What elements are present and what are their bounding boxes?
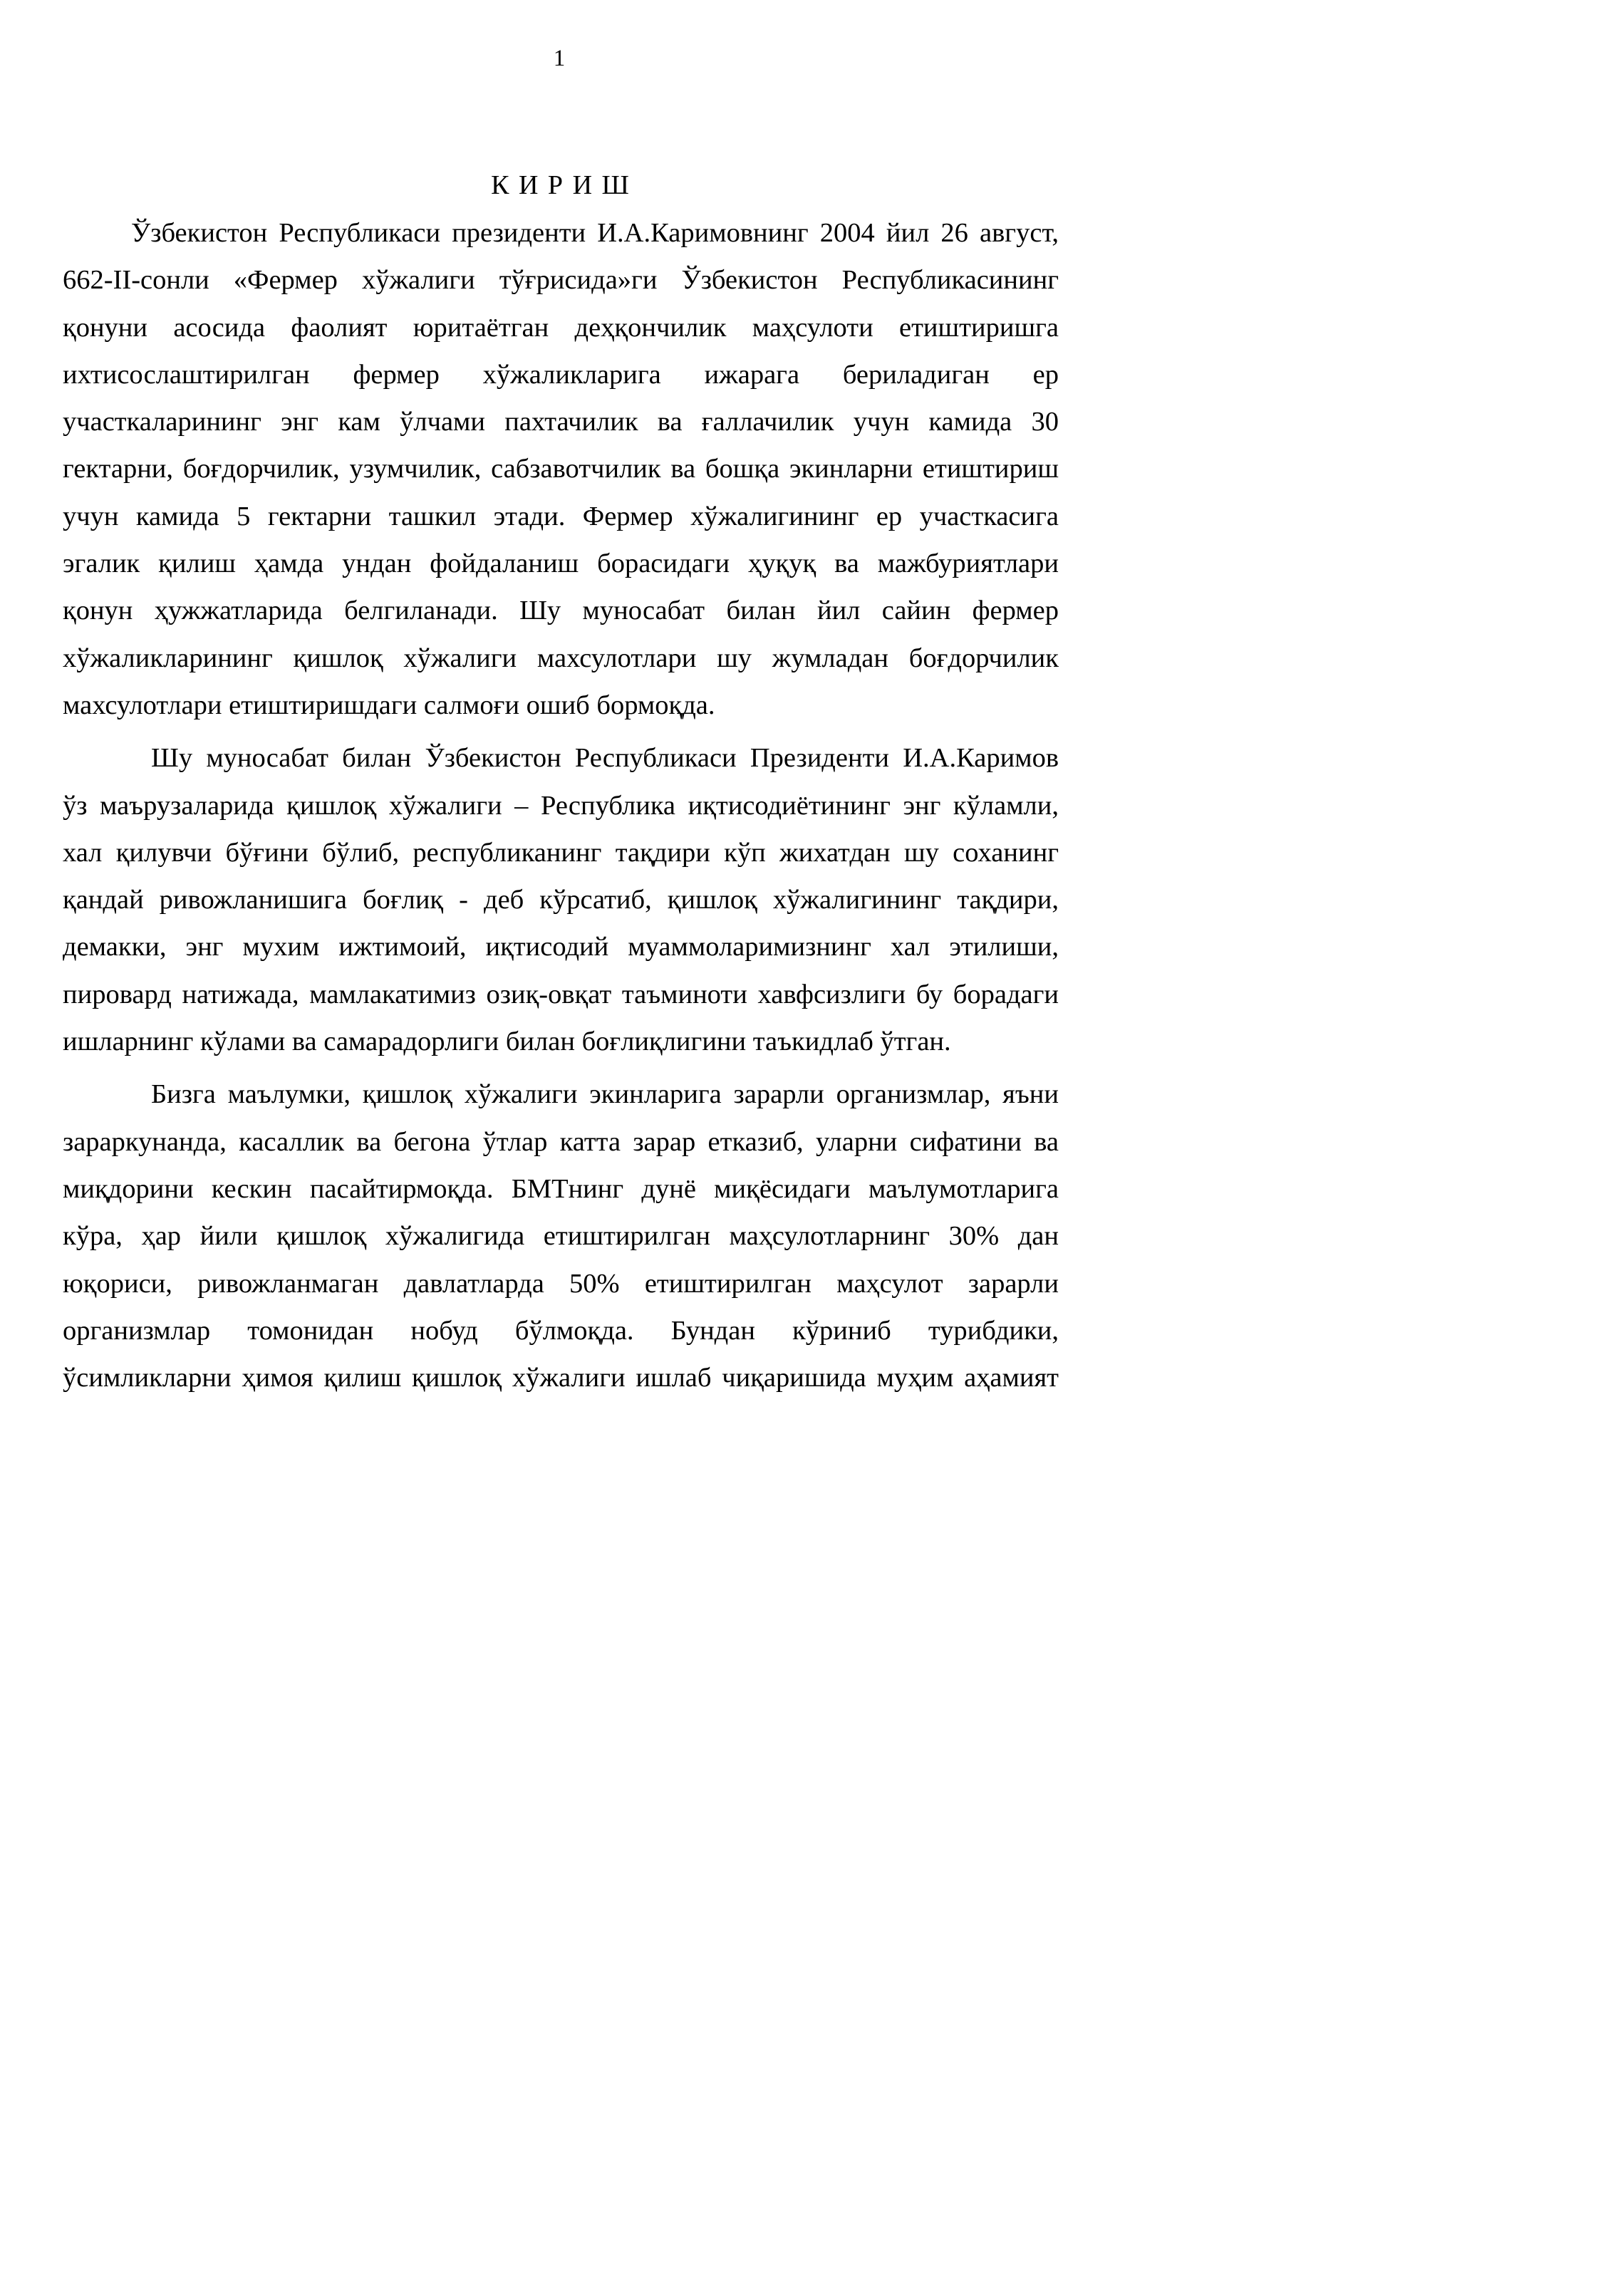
text-line: юқориси, ривожланмаган давлатларда 50% етиштирилган маҳсулот зарарли <box>63 1268 1059 1299</box>
body-text <box>63 209 1059 1401</box>
text-line: махсулотлари етиштиришдаги салмоғи ошиб бормоқда. <box>63 690 715 720</box>
text-line: Бизга маълумки, қишлоқ хўжалиги экинларига зарарли организмлар, яъни <box>151 1079 1059 1110</box>
text-line: гектарни, боғдорчилик, узумчилик, сабзавотчилик ва бошқа экинларни етиштириш <box>63 454 1059 484</box>
text-line: 662-II-сонли «Фермер хўжалиги тўғрисида»ги Ўзбекистон Республикасининг <box>63 265 1059 296</box>
text-line: хал қилувчи бўғини бўлиб, республиканинг тақдири кўп жихатдан шу соханинг <box>63 837 1059 868</box>
text-line: ишларнинг кўлами ва самарадорлиги билан боғлиқлигини таъкидлаб ўтган. <box>63 1027 951 1057</box>
text-line: пировард натижада, мамлакатимиз озиқ-овқат таъминоти хавфсизлиги бу борадаги <box>63 979 1059 1009</box>
text-line: Шу муносабат билан Ўзбекистон Республикаси Президенти И.А.Каримов <box>151 743 1059 774</box>
text-line: ўз маърузаларида қишлоқ хўжалиги – Республика иқтисодиётининг энг кўламли, <box>63 790 1059 821</box>
text-line: эгалик қилиш ҳамда ундан фойдаланиш борасидаги ҳуқуқ ва мажбуриятлари <box>63 549 1059 579</box>
text-line: қонун ҳужжатларида белгиланади. Шу муносабат билан йил сайин фермер <box>63 596 1059 626</box>
text-line: зараркунанда, касаллик ва бегона ўтлар катта зарар етказиб, уларни сифатини ва <box>63 1126 1059 1157</box>
text-line: учун камида 5 гектарни ташкил этади. Фермер хўжалигининг ер участкасига <box>63 501 1059 531</box>
paragraph-2 <box>63 734 1059 1065</box>
text-line: демакки, энг мухим ижтимоий, иқтисодий муаммоларимизнинг хал этилиши, <box>63 932 1059 962</box>
text-line: қандай ривожланишига боғлиқ - деб кўрсатиб, қишлоқ хўжалигининг тақдири, <box>63 885 1059 915</box>
section-title: К И Р И Ш <box>491 170 631 200</box>
text-line: кўра, ҳар йили қишлоқ хўжалигида етиштирилган маҳсулотларнинг 30% дан <box>63 1221 1059 1252</box>
text-line: Ўзбекистон Республикаси президенти И.А.Каримовнинг 2004 йил 26 август, <box>131 218 1059 248</box>
text-line: миқдорини кескин пасайтирмоқда. БМТнинг дунё миқёсидаги маълумотларига <box>63 1173 1059 1204</box>
text-line: хўжаликларининг қишлоқ хўжалиги махсулотлари шу жумладан боғдорчилик <box>63 643 1059 673</box>
page-number: 1 <box>553 46 566 71</box>
text-line: организмлар томонидан нобуд бўлмоқда. Бундан кўриниб турибдики, <box>63 1315 1059 1346</box>
paragraph-3 <box>63 1071 1059 1401</box>
paragraph-1 <box>63 209 1059 729</box>
text-line: ўсимликларни ҳимоя қилиш қишлоқ хўжалиги ишлаб чиқаришида муҳим аҳамият <box>63 1363 1059 1393</box>
text-line: қонуни асосида фаолият юритаётган деҳқончилик маҳсулоти етиштиришга <box>63 312 1059 343</box>
text-line: участкаларининг энг кам ўлчами пахтачилик ва ғаллачилик учун камида 30 <box>63 407 1059 437</box>
text-line: ихтисослаштирилган фермер хўжаликларига ижарага бериладиган ер <box>63 359 1059 390</box>
